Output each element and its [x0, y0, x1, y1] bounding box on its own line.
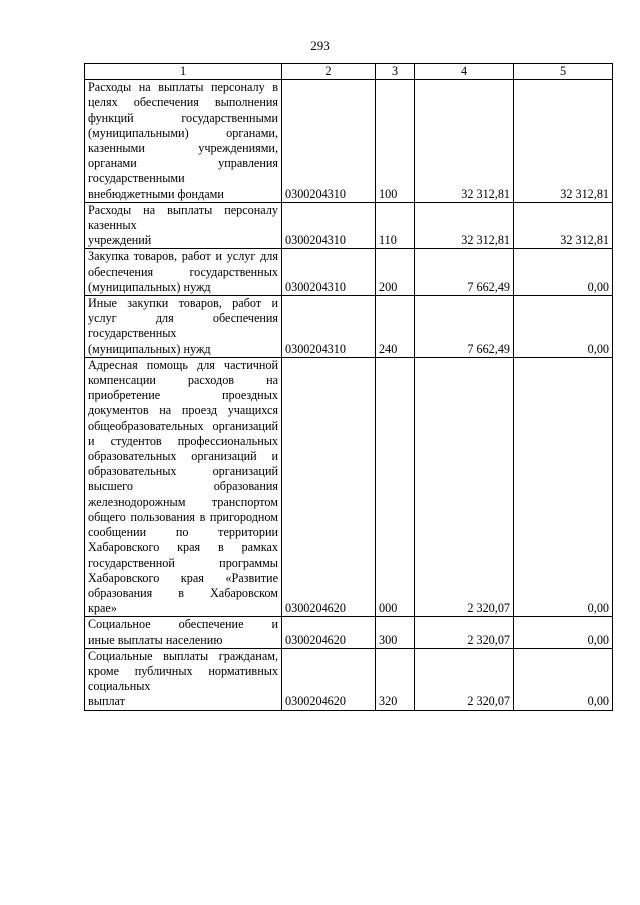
row-amount-approved: 7 662,49 — [415, 296, 514, 358]
row-description — [85, 80, 282, 203]
row-description-last-line: выплат — [88, 694, 125, 709]
row-expense-type: 000 — [376, 357, 415, 616]
row-amount-executed: 32 312,81 — [514, 80, 613, 203]
row-description-text: Социальные выплаты гражданам, кроме публичных нормативных социальных — [88, 648, 278, 694]
row-description-text: Расходы на выплаты персоналу казенных — [88, 202, 278, 233]
row-amount-executed: 0,00 — [514, 617, 613, 648]
row-description-last-line: учреждений — [88, 233, 152, 248]
row-description — [85, 357, 282, 616]
row-target-code: 0300204310 — [282, 249, 376, 296]
row-description — [85, 617, 282, 648]
row-description-last-line: (муниципальных) нужд — [88, 279, 211, 294]
row-description-text: Адресная помощь для частичной компенсации расходов на приобретение проездных документов на проезд учащихся общеобразовательных организаций и студентов профессиональных образовательных организаций и образовательных организаций высшего образования железнодорожным транспортом общего пользования в пригородном сообщении по территории Хабаровского края в рамках государственной программы Хабаровского края «Развитие образования в Хабаровском — [88, 357, 278, 600]
row-target-code: 0300204620 — [282, 648, 376, 710]
column-header: 2 — [282, 64, 376, 80]
row-description-last-line: внебюджетными фондами — [88, 186, 224, 201]
table-row — [85, 617, 613, 648]
row-expense-type: 200 — [376, 249, 415, 296]
row-target-code: 0300204310 — [282, 296, 376, 358]
table-row — [85, 249, 613, 296]
row-description-text: Расходы на выплаты персоналу в целях обеспечения выполнения функций государственными (муниципальными) органами, казенными учреждениями, органами управления государственными — [88, 80, 278, 186]
column-header: 4 — [415, 64, 514, 80]
row-expense-type: 100 — [376, 80, 415, 203]
row-amount-approved: 2 320,07 — [415, 357, 514, 616]
table-row — [85, 202, 613, 249]
row-amount-approved: 32 312,81 — [415, 80, 514, 203]
row-target-code: 0300204310 — [282, 80, 376, 203]
row-amount-executed: 0,00 — [514, 357, 613, 616]
page-number: 293 — [310, 38, 330, 53]
row-description-last-line: крае» — [88, 601, 117, 616]
row-amount-executed: 0,00 — [514, 296, 613, 358]
row-description-text: Социальное обеспечение и — [88, 617, 278, 632]
row-target-code: 0300204620 — [282, 617, 376, 648]
column-header: 1 — [85, 64, 282, 80]
table-row — [85, 80, 613, 203]
row-amount-approved: 2 320,07 — [415, 648, 514, 710]
table-row — [85, 296, 613, 358]
row-description — [85, 648, 282, 710]
row-amount-approved: 2 320,07 — [415, 617, 514, 648]
budget-table — [84, 63, 613, 711]
row-description — [85, 202, 282, 249]
row-target-code: 0300204310 — [282, 202, 376, 249]
row-amount-approved: 7 662,49 — [415, 249, 514, 296]
row-description-text: Иные закупки товаров, работ и услуг для обеспечения государственных — [88, 296, 278, 341]
row-description-text: Закупка товаров, работ и услуг для обеспечения государственных — [88, 249, 278, 279]
row-target-code: 0300204620 — [282, 357, 376, 616]
row-expense-type: 110 — [376, 202, 415, 249]
column-header: 5 — [514, 64, 613, 80]
row-description-last-line: иные выплаты населению — [88, 632, 223, 647]
row-expense-type: 240 — [376, 296, 415, 358]
row-description — [85, 249, 282, 296]
table-header-row — [85, 64, 613, 80]
row-amount-executed: 32 312,81 — [514, 202, 613, 249]
table-body — [85, 80, 613, 710]
table-row — [85, 357, 613, 616]
row-amount-executed: 0,00 — [514, 648, 613, 710]
column-header: 3 — [376, 64, 415, 80]
row-amount-approved: 32 312,81 — [415, 202, 514, 249]
row-description-last-line: (муниципальных) нужд — [88, 341, 211, 356]
row-description — [85, 296, 282, 358]
table-row — [85, 648, 613, 710]
row-amount-executed: 0,00 — [514, 249, 613, 296]
row-expense-type: 300 — [376, 617, 415, 648]
row-expense-type: 320 — [376, 648, 415, 710]
